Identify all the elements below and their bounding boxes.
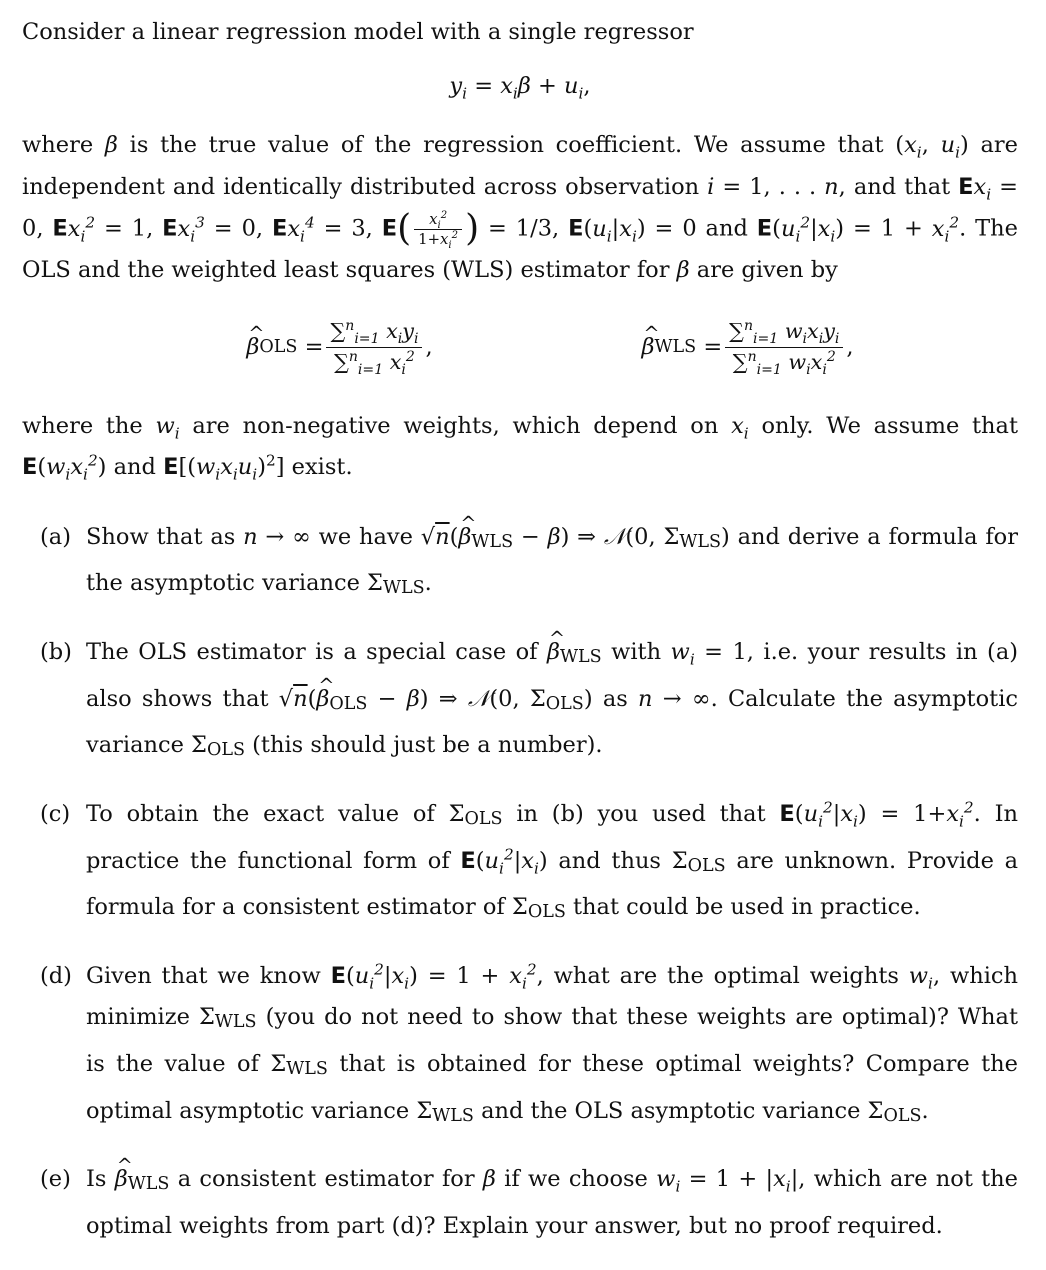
question-list [22, 517, 1018, 1248]
question-text: Show that as n → ∞ we have √n(^ βWLS − β) ⇒ 𝒩(0, ΣWLS) and derive a formula for the asymptotic variance ΣWLS. [86, 517, 1018, 610]
question-label: (e) [40, 1166, 71, 1193]
question-b [22, 632, 1018, 772]
question-text: Given that we know $E(u_i^2|x_i) = 1 + x_i^2$, what are the optimal weights $w_i$, which minimize ΣWLS (you do not need to show that these weights are optimal)? What is the value of ΣWLS that is obtained for these optimal weights? Compare the optimal asymptotic variance ΣWLS and the OLS asymptotic variance ΣOLS. [86, 960, 1019, 1126]
question-text: Is ^ βWLS a consistent estimator for β if we choose $w_i = 1 + |x_i|$, which are not the optimal weights from part (d)? Explain your answer, but no proof required. [86, 1159, 1018, 1247]
estimator-formulas [142, 306, 958, 390]
question-label: (c) [40, 800, 71, 827]
weights-paragraph: where the $w_i$ are non-negative weights, which depend on $x_i$ only. We assume that $E(w_ix_i^2)$ and $E[(w_ix_iu_i)^2]$ exist. [22, 412, 1018, 484]
question-text: The OLS estimator is a special case of ^ βWLS with $w_i = 1$, i.e. your results in (a) also shows that √n(^ βOLS − β) ⇒ 𝒩(0, ΣOLS) as n → ∞. Calculate the asymptotic variance ΣOLS (this should just be a number). [86, 632, 1018, 772]
wls-estimator: ^ β WLS = $\frac{\sum^n_{i=1} w_ix_iy_i}{\sum^n_{i=1} w_ix_i^2}$ , [641, 318, 853, 377]
question-a [22, 517, 1018, 610]
question-text: To obtain the exact value of ΣOLS in (b) you used that $E(u_i^2|x_i) = 1+x_i^2$. In practice the functional form of $E(u_i^2|x_i)$ and thus ΣOLS are unknown. Provide a formula for a consistent estimator of ΣOLS that could be used in practice. [86, 798, 1019, 923]
question-d [22, 956, 1018, 1137]
question-label: (b) [40, 639, 72, 665]
question-label: (a) [40, 523, 71, 550]
question-label: (d) [40, 962, 72, 989]
model-equation: $y_i = x_i\beta + u_i$, [449, 72, 591, 102]
ols-estimator: ^ β OLS = $\frac{\sum^n_{i=1} x_iy_i}{\sum^n_{i=1} x_i^2}$ , [246, 318, 432, 377]
question-c [22, 794, 1018, 934]
question-e [22, 1159, 1018, 1247]
intro-line-1: Consider a linear regression model with a single regressor [22, 19, 694, 45]
problem-page [22, 12, 1018, 1270]
assumptions-paragraph: where β is the true value of the regression coefficient. We assume that ($x_i$, $u_i$) are independent and identically distributed across observation i = 1, . . . n, and that $Ex_i = 0$, $Ex_i^2 = 1$, $Ex_i^3 = 0$, $Ex_i^4 = 3$, E( $\frac{x_i^2}{1+x_i^2}$ ) = 1/3, $E(u_i|x_i) = 0$ and $E(u_i^2|x_i) = 1 + x_i^2$. The OLS and the weighted least squares (WLS) estimator for β are given by [22, 132, 1019, 284]
